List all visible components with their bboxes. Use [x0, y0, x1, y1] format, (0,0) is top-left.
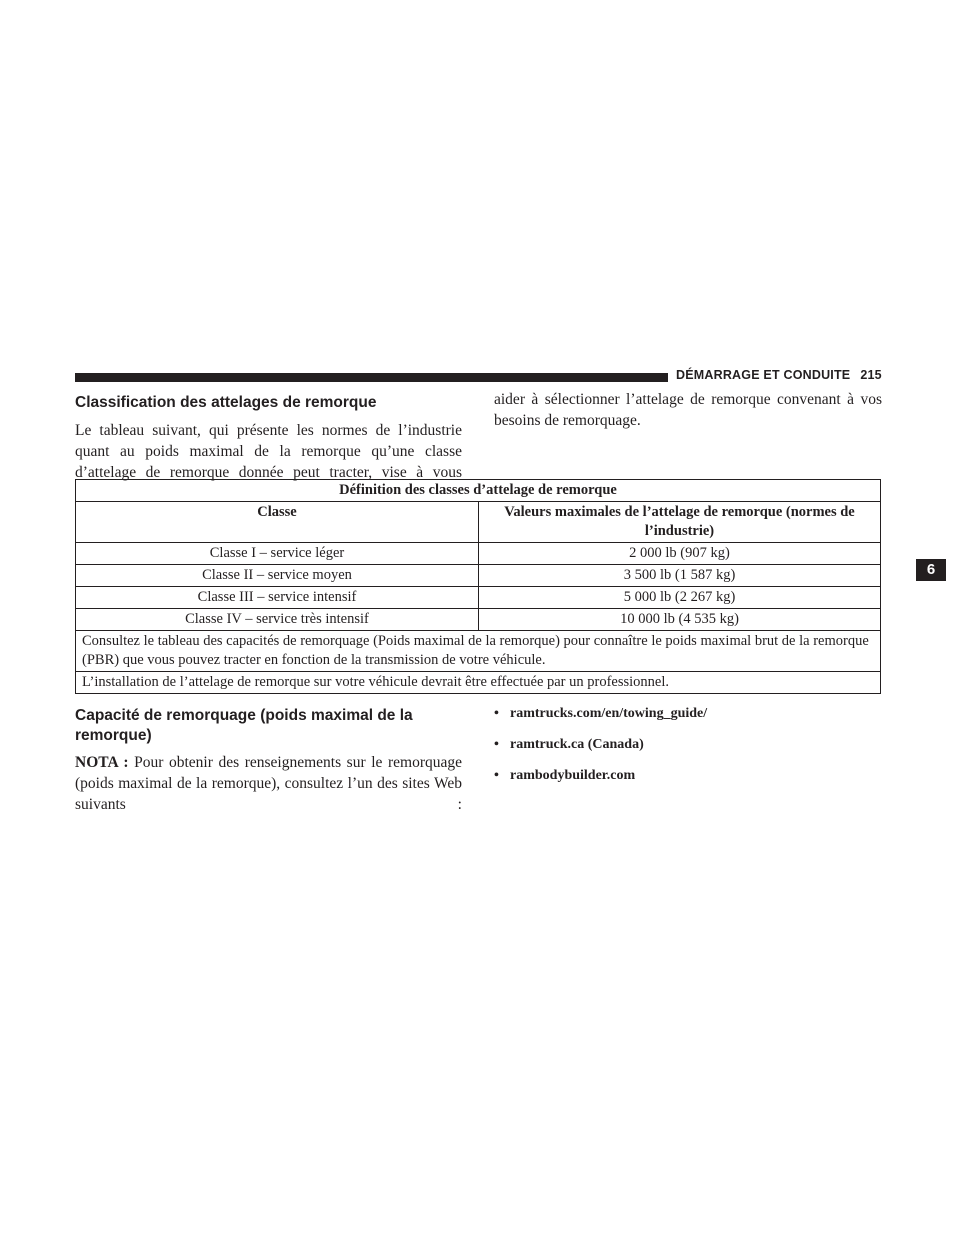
table-note-installation: L’installation de l’attelage de remorque sur votre véhicule devrait être effectuée par un professionnel.	[76, 672, 881, 694]
value-cell: 3 500 lb (1 587 kg)	[479, 565, 881, 587]
table-note-row	[76, 672, 881, 694]
chapter-tab: 6	[916, 559, 946, 581]
bullet-icon: •	[494, 768, 499, 783]
hitch-class-table	[75, 479, 881, 694]
column-header-max-values: Valeurs maximales de l’attelage de remorque (normes de l’industrie)	[479, 502, 881, 543]
section-title: DÉMARRAGE ET CONDUITE	[676, 368, 851, 382]
list-item	[494, 766, 707, 786]
towing-guide-link[interactable]: ramtrucks.com/en/towing_guide/	[510, 706, 708, 721]
table-row	[76, 565, 881, 587]
table-header-row	[76, 502, 881, 543]
nota-label: NOTA :	[75, 754, 129, 771]
table-note-capacity: Consultez le tableau des capacités de remorquage (Poids maximal de la remorque) pour connaître le poids maximal brut de la remorque (PBR) que vous pouvez tracter en fonction de la transmission de votre véhicule.	[76, 631, 881, 672]
bullet-icon: •	[494, 737, 499, 752]
table-title: Définition des classes d’attelage de remorque	[76, 480, 881, 502]
table-title-row	[76, 480, 881, 502]
class-cell: Classe III – service intensif	[76, 587, 479, 609]
nota-text: Pour obtenir des renseignements sur le remorquage (poids maximal de la remorque), consultez l’un des sites Web suivants :	[75, 754, 462, 813]
value-cell: 2 000 lb (907 kg)	[479, 543, 881, 565]
intro-paragraph-right: aider à sélectionner l’attelage de remorque convenant à vos besoins de remorquage.	[494, 391, 882, 429]
bullet-icon: •	[494, 706, 499, 721]
intro-paragraph-left: Le tableau suivant, qui présente les normes de l’industrie quant au poids maximal de la remorque qu’une classe d’attelage de remorque donnée peut tracter, vise à vous	[75, 422, 462, 481]
header-rule	[75, 373, 668, 382]
value-cell: 5 000 lb (2 267 kg)	[479, 587, 881, 609]
rambodybuilder-link[interactable]: rambodybuilder.com	[510, 768, 636, 783]
table-row	[76, 543, 881, 565]
section-heading-classification: Classification des attelages de remorque	[75, 394, 377, 411]
table-row	[76, 587, 881, 609]
class-cell: Classe II – service moyen	[76, 565, 479, 587]
section-heading-towing-capacity: Capacité de remorquage (poids maximal de la remorque)	[75, 707, 413, 744]
table-row	[76, 609, 881, 631]
value-cell: 10 000 lb (4 535 kg)	[479, 609, 881, 631]
page-number: 215	[860, 368, 882, 382]
class-cell: Classe IV – service très intensif	[76, 609, 479, 631]
list-item	[494, 704, 707, 724]
towing-links-list	[494, 704, 707, 797]
table-note-row	[76, 631, 881, 672]
nota-paragraph	[75, 752, 462, 815]
running-header	[676, 368, 882, 382]
column-header-class: Classe	[76, 502, 479, 543]
ramtruck-ca-link[interactable]: ramtruck.ca (Canada)	[510, 737, 644, 752]
class-cell: Classe I – service léger	[76, 543, 479, 565]
list-item	[494, 735, 707, 755]
